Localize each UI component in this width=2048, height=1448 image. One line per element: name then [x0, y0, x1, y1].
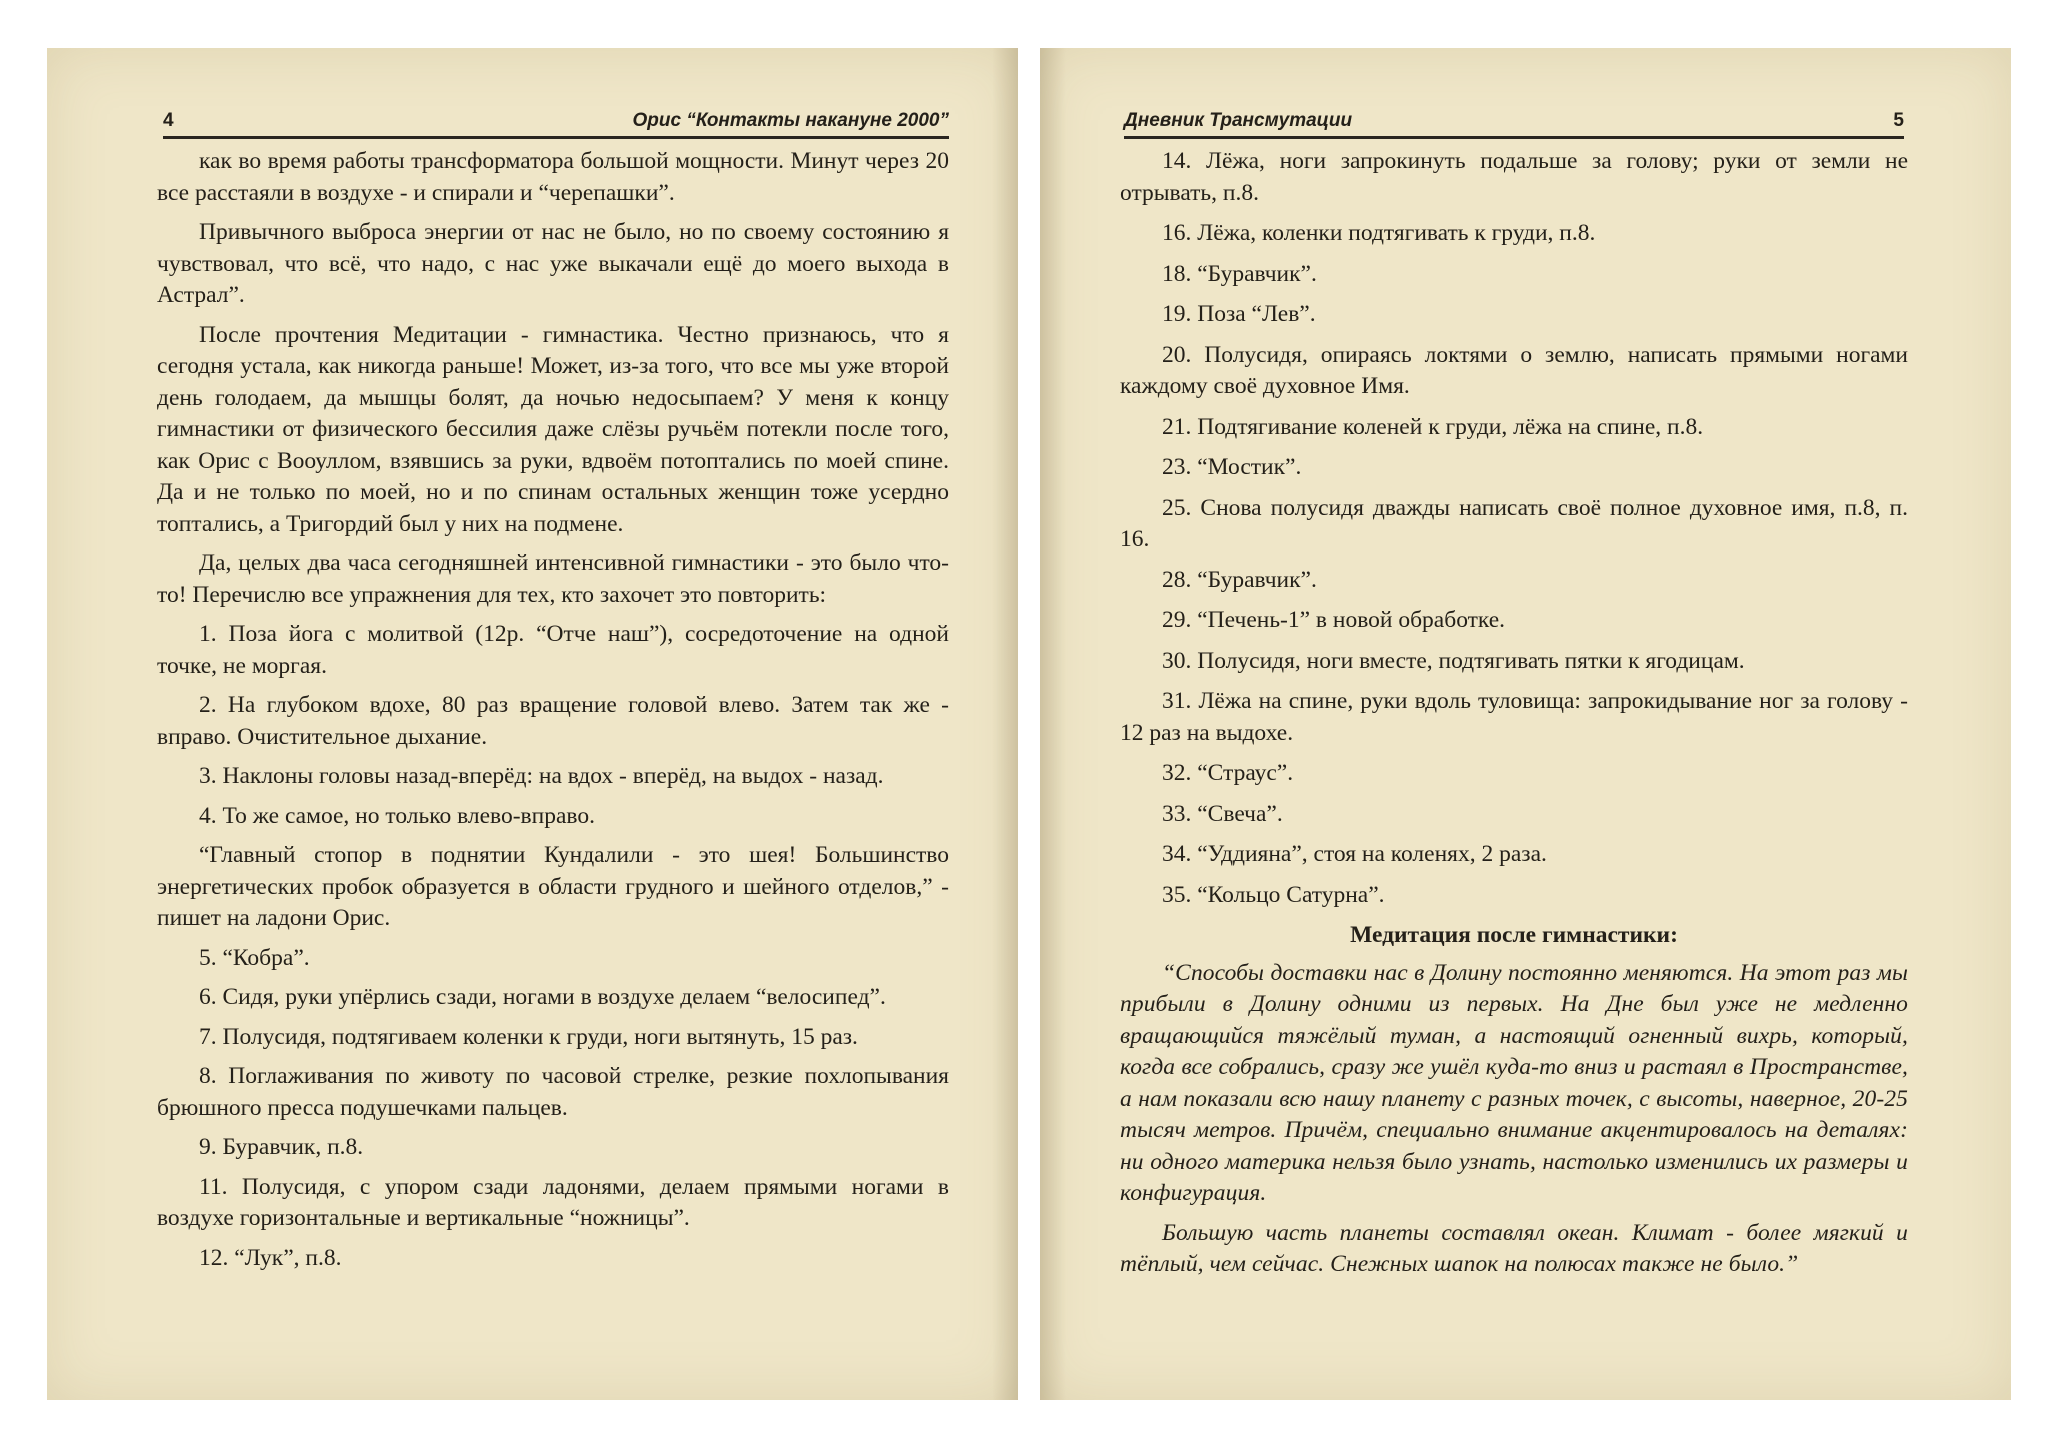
list-item: 21. Подтягивание коленей к груди, лёжа на спине, п.8.	[1162, 413, 1704, 440]
list-item: 12. “Лук”, п.8.	[199, 1244, 342, 1271]
list-item: 3. Наклоны головы назад-вперёд: на вдох - вперёд, на выдох - назад.	[199, 763, 884, 789]
list-item: 8. Поглаживания по животу по часовой стрелке, резкие похлопывания брюшного пресса подушечками пальцев.	[157, 1063, 949, 1121]
list-item: 11. Полусидя, с упором сзади ладонями, делаем прямыми ногами в воздухе горизонтальные и вертикальные “ножницы”.	[157, 1173, 949, 1231]
running-head	[163, 106, 949, 139]
paragraph: как во время работы трансформатора большой мощности. Минут через 20 все расстаяли в воздухе - и спирали и “черепашки”.	[157, 148, 949, 206]
list-item: 6. Сидя, руки упёрлись сзади, ногами в воздухе делаем “велосипед”.	[199, 984, 886, 1010]
list-item: 35. “Кольцо Сатурна”.	[1162, 881, 1385, 908]
list-item: 23. “Мостик”.	[1162, 454, 1302, 480]
list-item: 18. “Буравчик”.	[1162, 260, 1317, 287]
running-title: Дневник Трансмутации	[1124, 110, 1353, 131]
running-head	[1124, 106, 1904, 139]
running-title: Орис “Контакты накануне 2000”	[632, 110, 949, 131]
list-item: 16. Лёжа, коленки подтягивать к груди, п.8.	[1162, 220, 1596, 246]
paragraph: Привычного выброса энергии от нас не было, но по своему состоянию я чувствовал, что всё, что надо, с нас уже выкачали ещё до моего выхода в Астрал”.	[157, 219, 949, 308]
body-text	[1120, 146, 1908, 1289]
list-item: 2. На глубоком вдохе, 80 раз вращение головой влево. Затем так же - вправо. Очистительное дыхание.	[157, 692, 949, 750]
page-number: 5	[1893, 110, 1904, 131]
gutter-shadow	[992, 48, 1018, 1400]
right-page	[1040, 48, 2011, 1400]
gutter-shadow	[1040, 48, 1066, 1400]
list-item: 1. Поза йога с молитвой (12р. “Отче наш”), сосредоточение на одной точке, не моргая.	[157, 621, 949, 679]
list-item: 32. “Страус”.	[1162, 760, 1294, 786]
paragraph: Да, целых два часа сегодняшней интенсивной гимнастики - это было что-то! Перечислю все упражнения для тех, кто захочет это повторить:	[157, 550, 949, 608]
quote-paragraph: “Способы доставки нас в Долину постоянно меняются. На этот раз мы прибыли в Долину одними из первых. На Дне был уже не медленно вращающийся тяжёлый туман, а настоящий огненный вихрь, который, когда все собрались, сразу же ушёл куда-то вниз и растаял в Пространстве, а нам показали всю нашу планету с разных точек, с высоты, наверное, 20-25 тысяч метров. Причём, специально внимание акцентировалось на деталях: ни одного материка нельзя было узнать, настолько изменились их размеры и конфигурация.	[1120, 959, 1908, 1206]
list-item: 29. “Печень-1” в новой обработке.	[1162, 607, 1506, 633]
section-heading: Медитация после гимнастики:	[1350, 922, 1678, 948]
left-page	[47, 48, 1018, 1400]
list-item: 20. Полусидя, опираясь локтями о землю, написать прямыми ногами каждому своё духовное Имя.	[1120, 341, 1908, 399]
list-item: 14. Лёжа, ноги запрокинуть подальше за голову; руки от земли не отрывать, п.8.	[1120, 148, 1908, 206]
paragraph: После прочтения Медитации - гимнастика. Честно признаюсь, что я сегодня устала, как никогда раньше! Может, из-за того, что все мы уже второй день голодаем, да мышцы болят, да ночью недосыпаем? У меня к концу гимнастики от физического бессилия даже слёзы ручьём потекли после того, как Орис с Вооуллом, взявшись за руки, вдвоём потоптались по моей спине. Да и не только по моей, но и по спинам остальных женщин тоже усердно топтались, а Тригордий был у них на подмене.	[157, 321, 949, 537]
list-item: 9. Буравчик, п.8.	[199, 1134, 364, 1160]
list-item: 28. “Буравчик”.	[1162, 566, 1317, 593]
list-item: 25. Снова полусидя дважды написать своё полное духовное имя, п.8, п. 16.	[1120, 494, 1908, 552]
list-item: 30. Полусидя, ноги вместе, подтягивать пятки к ягодицам.	[1162, 647, 1745, 674]
body-text	[157, 146, 949, 1282]
list-item: 5. “Кобра”.	[199, 944, 310, 971]
page-number: 4	[163, 110, 174, 131]
list-item: 31. Лёжа на спине, руки вдоль туловища: запрокидывание ног за голову - 12 раз на выдохе.	[1120, 688, 1908, 746]
list-item: 19. Поза “Лев”.	[1162, 301, 1316, 327]
paragraph: “Главный стопор в поднятии Кундалили - это шея! Большинство энергетических пробок образуется в области грудного и шейного отделов,” - пишет на ладони Орис.	[157, 842, 949, 931]
list-item: 34. “Уддияна”, стоя на коленях, 2 раза.	[1162, 841, 1547, 867]
list-item: 4. То же самое, но только влево-вправо.	[199, 802, 595, 829]
list-item: 33. “Свеча”.	[1162, 800, 1283, 827]
list-item: 7. Полусидя, подтягиваем коленки к груди, ноги вытянуть, 15 раз.	[199, 1023, 858, 1050]
quote-paragraph: Большую часть планеты составлял океан. Климат - более мягкий и тёплый, чем сейчас. Снежных шапок на полюсах также не было.”	[1120, 1219, 1908, 1277]
